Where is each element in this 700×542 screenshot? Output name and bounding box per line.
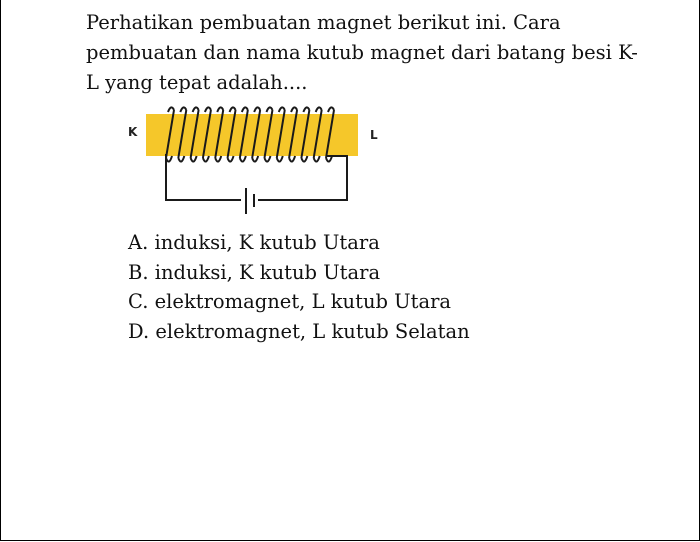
question-line-1: Perhatikan pembuatan magnet berikut ini. Cara (86, 11, 561, 34)
question-line-3: L yang tepat adalah.... (86, 71, 308, 94)
electromagnet-diagram (118, 96, 398, 226)
iron-bar (146, 114, 358, 156)
question-text (86, 8, 666, 98)
label-k: K (128, 125, 138, 139)
electromagnet-figure (118, 96, 398, 226)
option-d[interactable]: D. elektromagnet, L kutub Selatan (128, 319, 470, 343)
question-line-2: pembuatan dan nama kutub magnet dari batang besi K- (86, 41, 638, 64)
option-a[interactable]: A. induksi, K kutub Utara (128, 231, 380, 254)
answer-options (128, 228, 470, 346)
label-l: L (370, 128, 378, 142)
option-b[interactable]: B. induksi, K kutub Utara (128, 260, 381, 284)
option-c[interactable]: C. elektromagnet, L kutub Utara (128, 290, 452, 313)
wire-right (258, 156, 347, 200)
